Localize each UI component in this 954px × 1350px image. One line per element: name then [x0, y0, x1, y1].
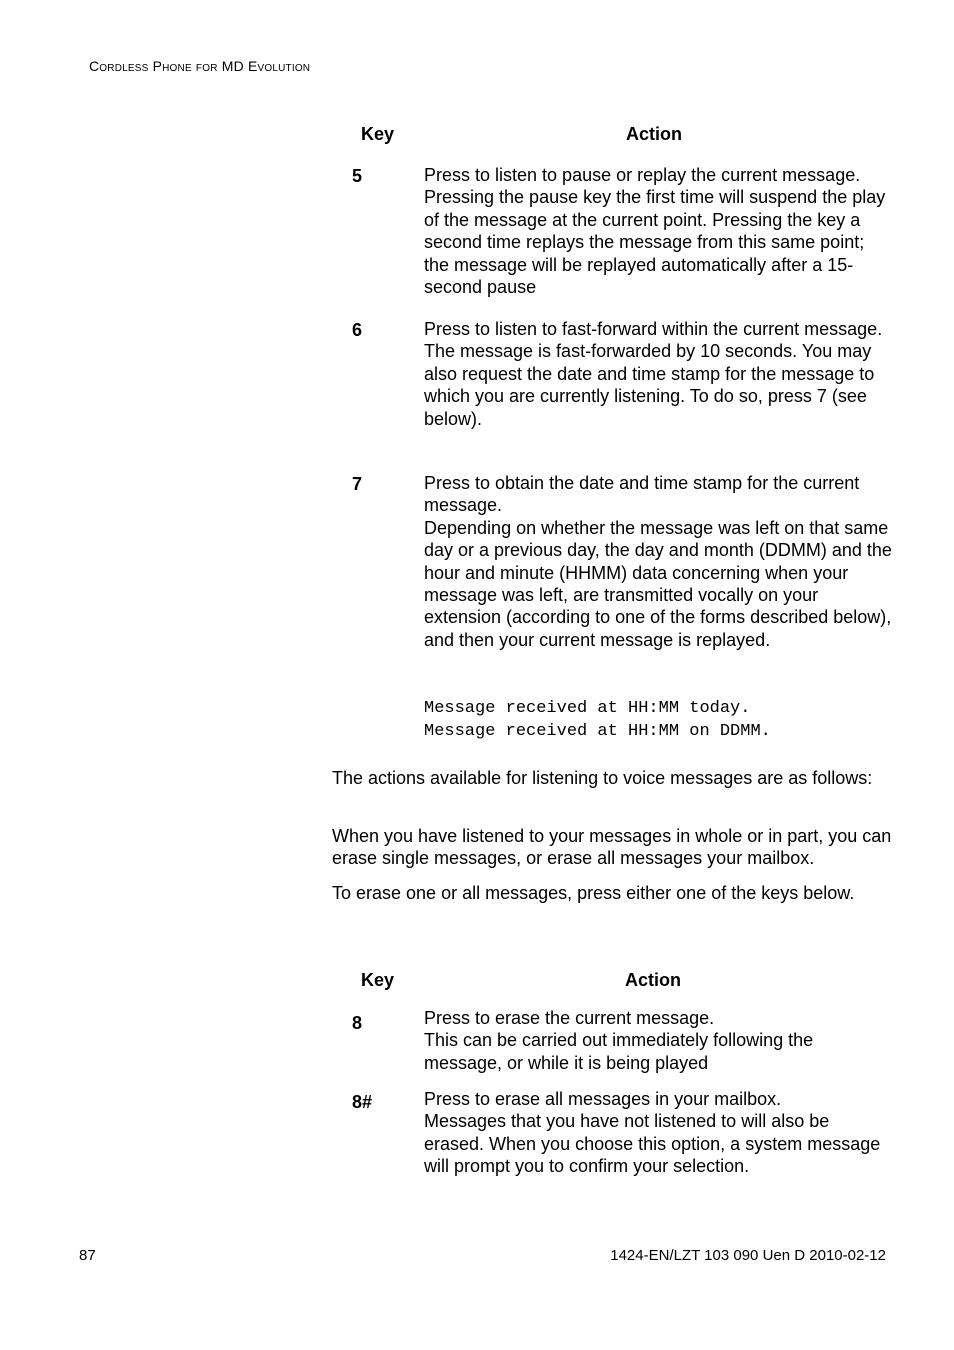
- table2-row-key: 8#: [352, 1092, 373, 1112]
- table1-key-header: Key: [361, 124, 395, 144]
- code-line: Message received at HH:MM today.: [424, 699, 751, 718]
- table1-row-action: [424, 164, 894, 298]
- table2-row-key: 8: [352, 1013, 363, 1033]
- running-header: Cordless Phone for MD Evolution: [89, 58, 311, 74]
- table1-row-action: [424, 318, 894, 430]
- action-text: Press to listen to fast-forward within the current message.: [424, 319, 883, 339]
- page-number: 87: [79, 1247, 96, 1264]
- action-text: Press to erase all messages in your mailbox.: [424, 1089, 782, 1109]
- action-text: The message is fast-forwarded by 10 seconds. You may also request the date and time stamp for the message to which you are currently listening. To do so, press 7 (see below).: [424, 341, 875, 429]
- body-paragraph: To erase one or all messages, press either one of the keys below.: [332, 883, 855, 903]
- document-id: 1424-EN/LZT 103 090 Uen D 2010-02-12: [610, 1247, 886, 1264]
- table1-row-action: [424, 472, 894, 651]
- table2-row-action: [424, 1088, 894, 1178]
- action-text: Depending on whether the message was left on that same day or a previous day, the day and month (DDMM) and the hour and minute (HHMM) data concerning when your message was left, are transmitted vocally on your extension (according to one of the forms described below), and then your current message is replayed.: [424, 517, 892, 650]
- table2-action-header: Action: [625, 970, 681, 990]
- action-text: This can be carried out immediately following the message, or while it is being played: [424, 1030, 814, 1073]
- table1-row-key: 7: [352, 474, 363, 494]
- action-text: Press to listen to pause or replay the current message. Pressing the pause key the first time will suspend the play of the message at the current point. Pressing the key a second time replays the message from this same point; the message will be replayed automatically after a 15-second pause: [424, 165, 886, 298]
- body-paragraph: The actions available for listening to voice messages are as follows:: [332, 768, 873, 788]
- table2-key-header: Key: [361, 970, 395, 990]
- code-line: Message received at HH:MM on DDMM.: [424, 722, 771, 741]
- table1-action-header: Action: [626, 124, 682, 144]
- action-text: Messages that you have not listened to will also be erased. When you choose this option, a system message will prompt you to confirm your selection.: [424, 1111, 881, 1177]
- action-text: Press to erase the current message.: [424, 1008, 715, 1028]
- table1-row-key: 6: [352, 320, 363, 340]
- body-paragraph: When you have listened to your messages in whole or in part, you can erase single messages, or erase all messages your mailbox.: [332, 826, 892, 869]
- table2-row-action: [424, 1007, 894, 1074]
- table1-row-key: 5: [352, 166, 363, 186]
- action-text: Press to obtain the date and time stamp for the current message.: [424, 473, 860, 516]
